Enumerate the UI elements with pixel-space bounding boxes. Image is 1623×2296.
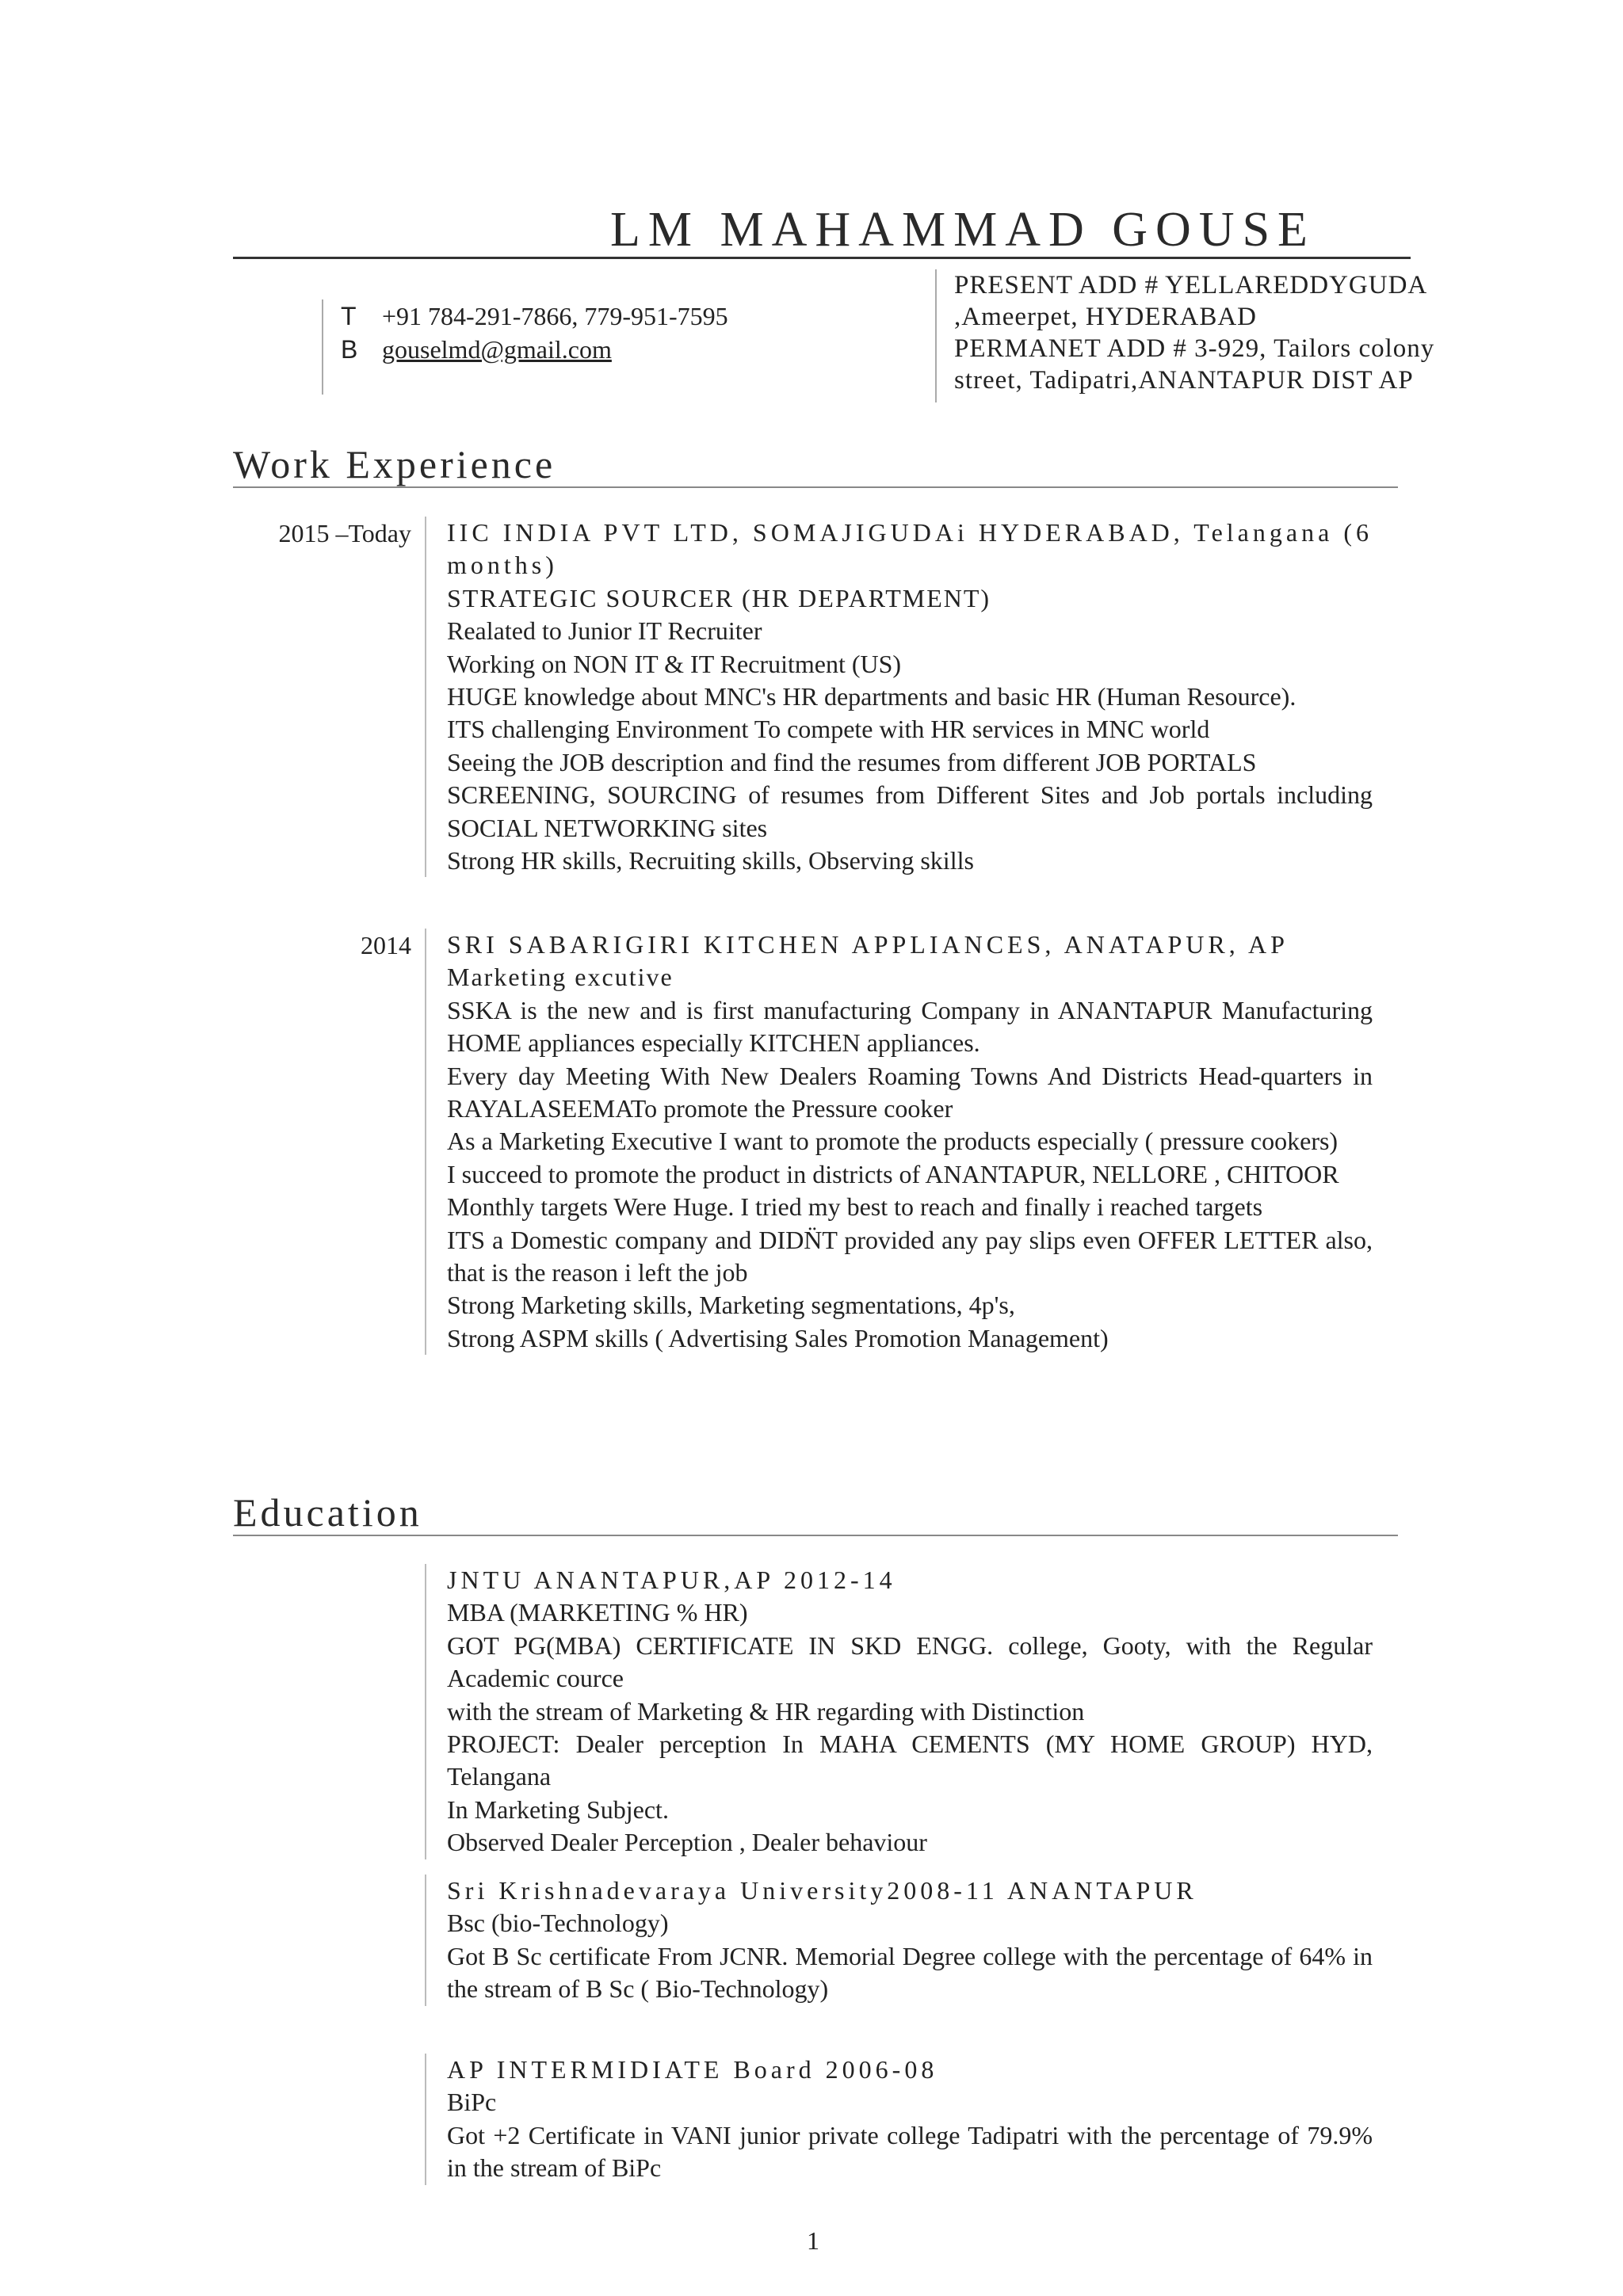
work-body (425, 517, 1373, 877)
education-body (425, 1564, 1373, 1859)
work-line: ITS a Domestic company and DIDN̈T provided any pay slips even OFFER LETTER also, that is the reason i left the job (447, 1225, 1373, 1287)
work-line: Working on NON IT & IT Recruitment (US) (447, 649, 902, 678)
job-role: Marketing excutive (447, 963, 674, 992)
email-row (341, 333, 753, 366)
education-line: BiPc (447, 2088, 497, 2117)
phone-label: T (341, 302, 357, 330)
work-line: Seeing the JOB description and find the resumes from different JOB PORTALS (447, 747, 1257, 776)
work-line: HUGE knowledge about MNC's HR departments and basic HR (Human Resource). (447, 682, 1296, 711)
education-rule (233, 1535, 1398, 1536)
education-line: with the stream of Marketing & HR regarding with Distinction (447, 1696, 1085, 1726)
job-role: STRATEGIC SOURCER (HR DEPARTMENT) (447, 583, 991, 612)
address-block (935, 269, 1509, 402)
education-line: MBA (MARKETING % HR) (447, 1598, 748, 1627)
work-line: As a Marketing Executive I want to promote the products especially ( pressure cookers) (447, 1127, 1338, 1156)
education-line: GOT PG(MBA) CERTIFICATE IN SKD ENGG. college, Gooty, with the Regular Academic cource (447, 1630, 1373, 1693)
work-date: 2014 (361, 931, 411, 959)
contact-block (322, 299, 753, 395)
work-line: SSKA is the new and is first manufacturing Company in ANANTAPUR Manufacturing HOME appliances especially KITCHEN appliances. (447, 995, 1373, 1058)
education-heading: Sri Krishnadevaraya University2008-11 ANANTAPUR (447, 1876, 1197, 1905)
education-line: Got +2 Certificate in VANI junior private college Tadipatri with the percentage of 79.9% in the stream of BiPc (447, 2120, 1373, 2183)
work-experience-title: Work Experience (233, 442, 556, 486)
education-line: Bsc (bio-Technology) (447, 1909, 669, 1938)
work-experience-rule (233, 486, 1398, 488)
education-heading: AP INTERMIDIATE Board 2006-08 (447, 2055, 938, 2084)
work-line: Every day Meeting With New Dealers Roaming Towns And Districts Head-quarters in RAYALASEEMATo promote the Pressure cooker (447, 1061, 1373, 1123)
education-line: Got B Sc certificate From JCNR. Memorial Degree college with the percentage of 64% in the stream of B Sc ( Bio-Technology) (447, 1941, 1373, 2004)
company-name: IIC INDIA PVT LTD, SOMAJIGUDAi HYDERABAD, Telangana (6 months) (447, 518, 1373, 580)
education-body (425, 2054, 1373, 2185)
education-title: Education (233, 1490, 422, 1535)
email-link[interactable]: gouselmd@gmail.com (382, 335, 612, 364)
work-line: Strong HR skills, Recruiting skills, Observing skills (447, 846, 974, 875)
work-body (425, 929, 1373, 1355)
work-line: Realated to Junior IT Recruiter (447, 616, 762, 646)
phone-number: +91 784-291-7866, 779-951-7595 (382, 302, 728, 330)
work-line: SCREENING, SOURCING of resumes from Different Sites and Job portals including SOCIAL NETWORKING sites (447, 780, 1373, 842)
education-line: Observed Dealer Perception , Dealer behaviour (447, 1828, 927, 1857)
email-label: B (341, 335, 358, 364)
work-line: ITS challenging Environment To compete with HR services in MNC world (447, 715, 1210, 744)
education-heading: JNTU ANANTAPUR,AP 2012-14 (447, 1566, 896, 1594)
work-line: Strong ASPM skills ( Advertising Sales Promotion Management) (447, 1323, 1109, 1352)
page-number: 1 (807, 2226, 819, 2255)
work-line: I succeed to promote the product in districts of ANANTAPUR, NELLORE , CHITOOR (447, 1159, 1339, 1188)
permanent-address: PERMANET ADD # 3-929, Tailors colony street, Tadipatri,ANANTAPUR DIST AP (954, 334, 1435, 395)
work-line: Strong Marketing skills, Marketing segmentations, 4p's, (447, 1291, 1015, 1320)
work-date: 2015 –Today (278, 519, 411, 547)
candidate-name: LM MAHAMMAD GOUSE (610, 203, 1316, 257)
education-body (425, 1875, 1373, 2006)
phone-row (341, 299, 753, 333)
company-name: SRI SABARIGIRI KITCHEN APPLIANCES, ANATAPUR, AP (447, 930, 1289, 959)
name-underline (233, 257, 1411, 259)
work-line: Monthly targets Were Huge. I tried my best to reach and finally i reached targets (447, 1192, 1263, 1222)
present-address: PRESENT ADD # YELLAREDDYGUDA ,Ameerpet, HYDERABAD (954, 271, 1426, 331)
education-line: PROJECT: Dealer perception In MAHA CEMENTS (MY HOME GROUP) HYD, Telangana (447, 1730, 1373, 1791)
education-line: In Marketing Subject. (447, 1794, 669, 1824)
